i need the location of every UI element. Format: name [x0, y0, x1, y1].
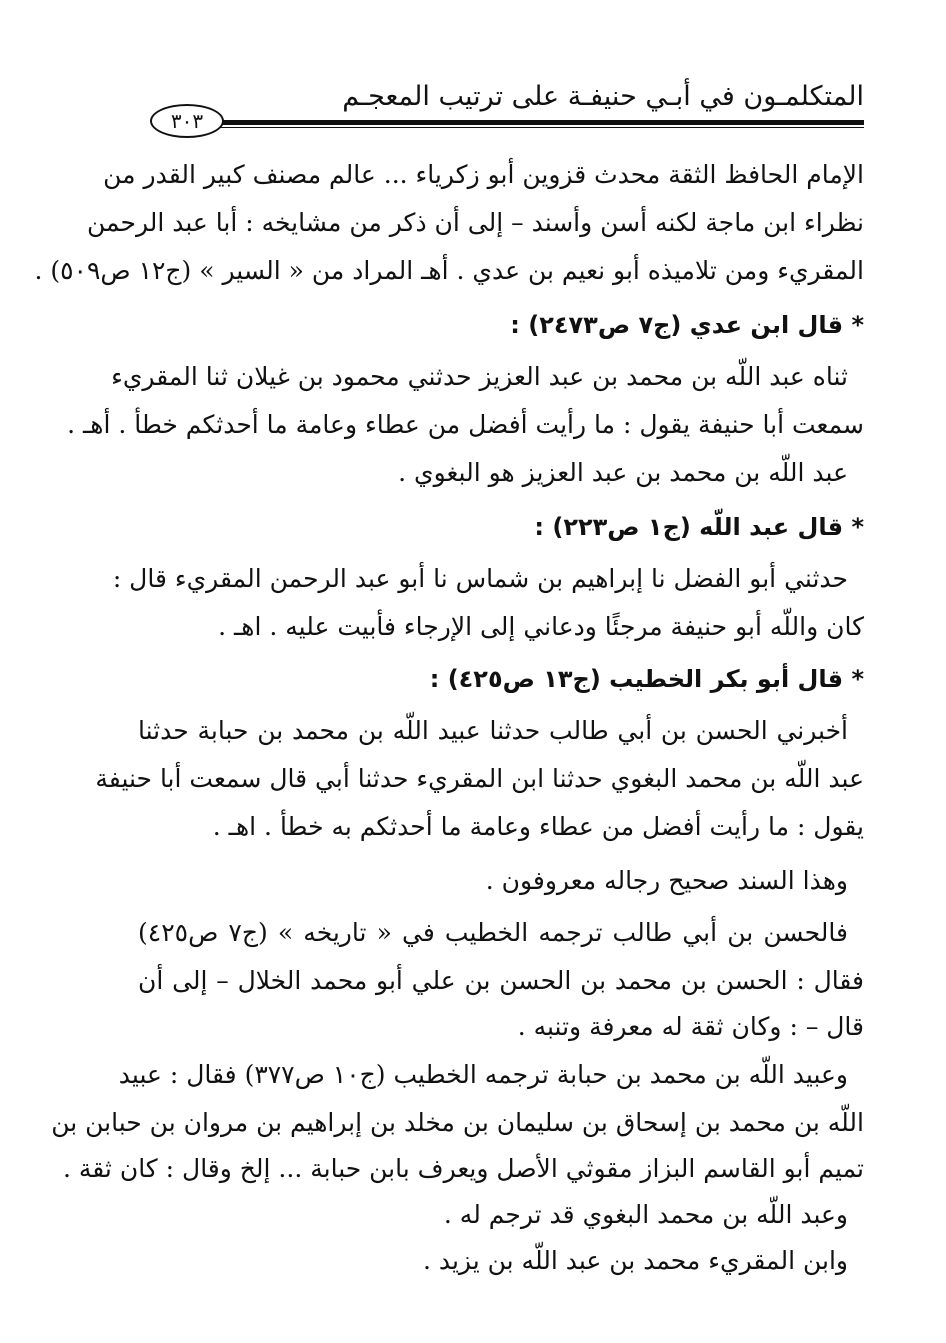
- text-line: عبد اللّه بن محمد البغوي حدثنا ابن المقريء حدثنا أبي قال سمعت أبا حنيفة: [95, 764, 864, 793]
- text-line: وابن المقريء محمد بن عبد اللّه بن يزيد .: [422, 1246, 848, 1275]
- text-line: سمعت أبا حنيفة يقول : ما رأيت أفضل من عطاء وعامة ما أحدثكم خطأ . أهـ .: [67, 410, 864, 439]
- text-line: فالحسن بن أبي طالب ترجمه الخطيب في « تاريخه » (ج٧ ص٤٢٥): [138, 918, 848, 947]
- page-number: ٣٠٣: [150, 104, 224, 138]
- section-heading: * قال أبو بكر الخطيب (ج١٣ ص٤٢٥) :: [429, 665, 864, 693]
- text-line: كان واللّه أبو حنيفة مرجئًا ودعاني إلى الإرجاء فأبيت عليه . اهـ .: [218, 612, 864, 641]
- header-rule: [208, 120, 864, 128]
- text-line: وعبد اللّه بن محمد البغوي قد ترجم له .: [443, 1200, 848, 1229]
- text-line: أخبرني الحسن بن أبي طالب حدثنا عبيد اللّه بن محمد بن حبابة حدثنا: [138, 716, 848, 745]
- text-line: تميم أبو القاسم البزاز مقوثي الأصل ويعرف بابن حبابة ... إلخ وقال : كان ثقة .: [62, 1154, 864, 1183]
- page-header: [140, 60, 864, 140]
- running-title: المتكلمـون في أبـي حنيفـة على ترتيب المعجـم: [342, 81, 864, 112]
- text-line: المقريء ومن تلاميذه أبو نعيم بن عدي . أهـ المراد من « السير » (ج١٢ ص٥٠٩) .: [34, 256, 864, 285]
- text-line: وعبيد اللّه بن محمد بن حبابة ترجمه الخطيب (ج١٠ ص٣٧٧) فقال : عبيد: [118, 1060, 848, 1089]
- text-line: حدثني أبو الفضل نا إبراهيم بن شماس نا أبو عبد الرحمن المقريء قال :: [112, 564, 848, 593]
- text-line: قال – : وكان ثقة له معرفة وتنبه .: [517, 1012, 864, 1041]
- text-line: فقال : الحسن بن محمد بن الحسن بن علي أبو محمد الخلال – إلى أن: [138, 966, 864, 995]
- text-line: ثناه عبد اللّه بن محمد بن عبد العزيز حدثني محمود بن غيلان ثنا المقريء: [111, 362, 848, 391]
- text-line: عبد اللّه بن محمد بن عبد العزيز هو البغوي .: [398, 458, 848, 487]
- text-line: نظراء ابن ماجة لكنه أسن وأسند – إلى أن ذكر من مشايخه : أبا عبد الرحمن: [87, 208, 864, 237]
- text-line: يقول : ما رأيت أفضل من عطاء وعامة ما أحدثكم به خطأ . اهـ .: [212, 812, 864, 841]
- text-line: اللّه بن محمد بن إسحاق بن سليمان بن مخلد بن إبراهيم بن مروان بن حبابن بن: [51, 1108, 864, 1137]
- text-line: الإمام الحافظ الثقة محدث قزوين أبو زكرياء ... عالم مصنف كبير القدر من: [103, 160, 864, 189]
- text-line: وهذا السند صحيح رجاله معروفون .: [485, 866, 848, 895]
- section-heading: * قال عبد اللّه (ج١ ص٢٢٣) :: [534, 513, 864, 541]
- section-heading: * قال ابن عدي (ج٧ ص٢٤٧٣) :: [510, 311, 864, 339]
